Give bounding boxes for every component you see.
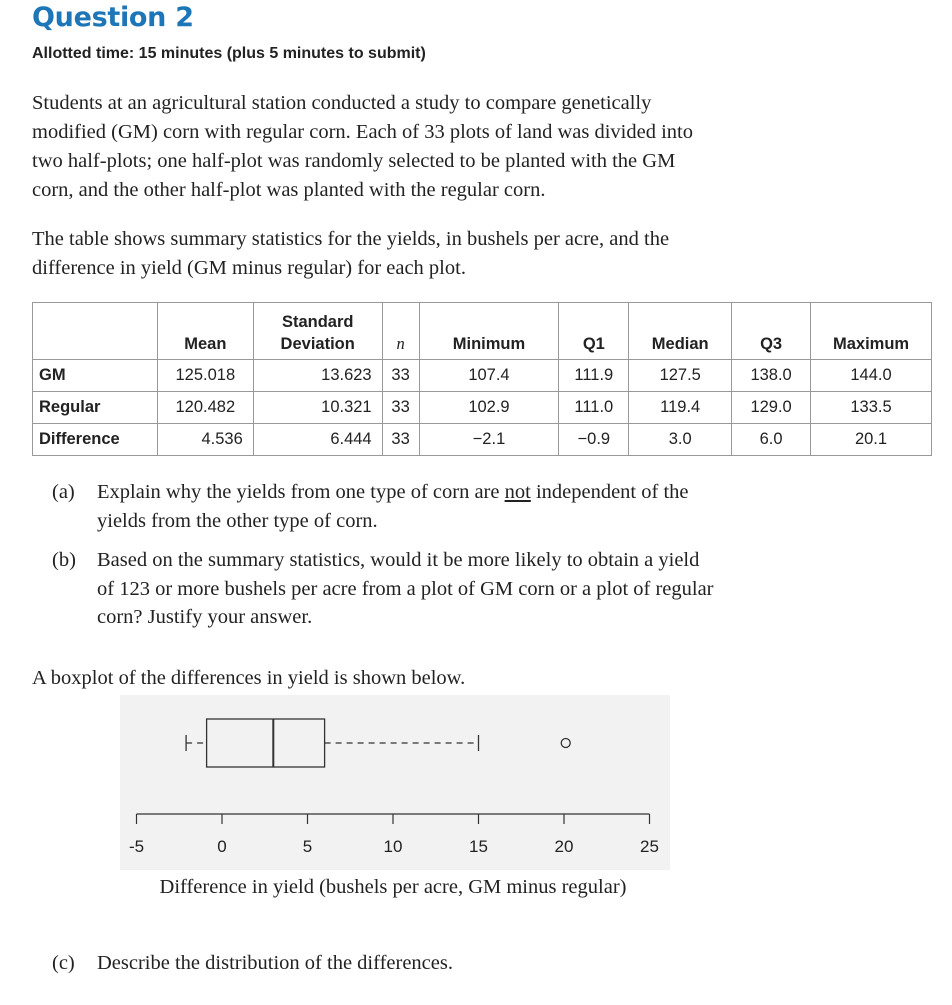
header-mean: Mean — [157, 303, 253, 360]
x-axis — [100, 810, 800, 860]
cell-q1: 111.0 — [559, 392, 629, 424]
table-row — [33, 392, 932, 424]
header-q3: Q3 — [732, 303, 811, 360]
header-median: Median — [629, 303, 732, 360]
question-b-line: Based on the summary statistics, would it be more likely to obtain a yield — [97, 549, 700, 571]
question-a-label: (a) — [52, 481, 75, 503]
question-a — [52, 478, 812, 538]
axis-tick-label: -5 — [128, 837, 145, 856]
intro-line: modified (GM) corn with regular corn. Each of 33 plots of land was divided into — [32, 121, 693, 143]
cell-n: 33 — [382, 424, 419, 456]
cell-min: 102.9 — [419, 392, 559, 424]
table-row — [33, 424, 932, 456]
row-label: GM — [33, 360, 158, 392]
allotted-time: Allotted time: 15 minutes (plus 5 minutes to submit) — [32, 45, 426, 62]
header-sd-line1: Standard — [281, 313, 354, 331]
question-b-line: of 123 or more bushels per acre from a plot of GM corn or a plot of regular — [97, 577, 714, 600]
cell-n: 33 — [382, 392, 419, 424]
axis-tick-label: 20 — [554, 837, 574, 856]
question-a-underlined: not — [504, 481, 531, 503]
cell-q3: 138.0 — [732, 360, 811, 392]
question-a-text — [97, 478, 689, 535]
table-header-row — [33, 303, 932, 360]
header-empty — [33, 303, 158, 360]
cell-mean: 120.482 — [157, 392, 253, 424]
question-a-post: independent of the — [530, 481, 689, 503]
cell-max: 144.0 — [811, 360, 932, 392]
row-label: Regular — [33, 392, 158, 424]
axis-tick-label: 10 — [383, 837, 403, 856]
intro-paragraph — [32, 89, 693, 205]
cell-median: 127.5 — [629, 360, 732, 392]
intro-line: Students at an agricultural station conducted a study to compare genetically — [32, 92, 652, 114]
cell-sd: 6.444 — [253, 424, 382, 456]
axis-tick-label: 15 — [469, 837, 488, 856]
axis-tick-label: 25 — [640, 837, 659, 856]
intro-line: corn, and the other half-plot was planted with the regular corn. — [32, 179, 546, 201]
intro-line: two half-plots; one half-plot was randomly selected to be planted with the GM — [32, 150, 676, 172]
question-title: Question 2 — [32, 2, 194, 33]
cell-mean: 125.018 — [157, 360, 253, 392]
cell-q3: 6.0 — [732, 424, 811, 456]
question-b-label: (b) — [52, 549, 76, 571]
cell-sd: 10.321 — [253, 392, 382, 424]
header-sd — [253, 303, 382, 360]
header-sd-line2: Deviation — [280, 335, 355, 353]
x-axis-label: Difference in yield (bushels per acre, GM minus regular) — [159, 876, 627, 898]
question-c-label: (c) — [52, 952, 75, 974]
table-intro-paragraph — [32, 225, 669, 283]
question-c-line: Describe the distribution of the differences. — [97, 952, 453, 974]
cell-sd: 13.623 — [253, 360, 382, 392]
question-c-text — [97, 949, 453, 978]
row-label: Difference — [33, 424, 158, 456]
cell-max: 133.5 — [811, 392, 932, 424]
cell-mean: 4.536 — [157, 424, 253, 456]
header-n: n — [382, 303, 419, 360]
cell-min: 107.4 — [419, 360, 559, 392]
question-b-line: corn? Justify your answer. — [97, 606, 313, 628]
table-intro-line: The table shows summary statistics for the yields, in bushels per acre, and the — [32, 228, 670, 250]
cell-min: −2.1 — [419, 424, 559, 456]
question-c — [52, 949, 652, 979]
cell-q1: −0.9 — [559, 424, 629, 456]
summary-statistics-table — [32, 302, 932, 456]
header-maximum: Maximum — [811, 303, 932, 360]
boxplot-intro: A boxplot of the differences in yield is shown below. — [32, 667, 466, 689]
axis-layer — [129, 814, 659, 856]
header-minimum: Minimum — [419, 303, 559, 360]
cell-n: 33 — [382, 360, 419, 392]
question-b — [52, 546, 832, 636]
axis-tick-label: 5 — [302, 837, 313, 856]
question-a-pre: Explain why the yields from one type of corn are — [97, 481, 505, 503]
question-b-text — [97, 546, 714, 632]
table-intro-line: difference in yield (GM minus regular) for each plot. — [32, 257, 466, 279]
cell-max: 20.1 — [811, 424, 932, 456]
question-a-line2: yields from the other type of corn. — [97, 509, 378, 532]
question-a-line1 — [97, 478, 689, 507]
table-row — [33, 360, 932, 392]
cell-q1: 111.9 — [559, 360, 629, 392]
cell-q3: 129.0 — [732, 392, 811, 424]
cell-median: 119.4 — [629, 392, 732, 424]
cell-median: 3.0 — [629, 424, 732, 456]
header-q1: Q1 — [559, 303, 629, 360]
axis-tick-label: 0 — [217, 837, 227, 856]
